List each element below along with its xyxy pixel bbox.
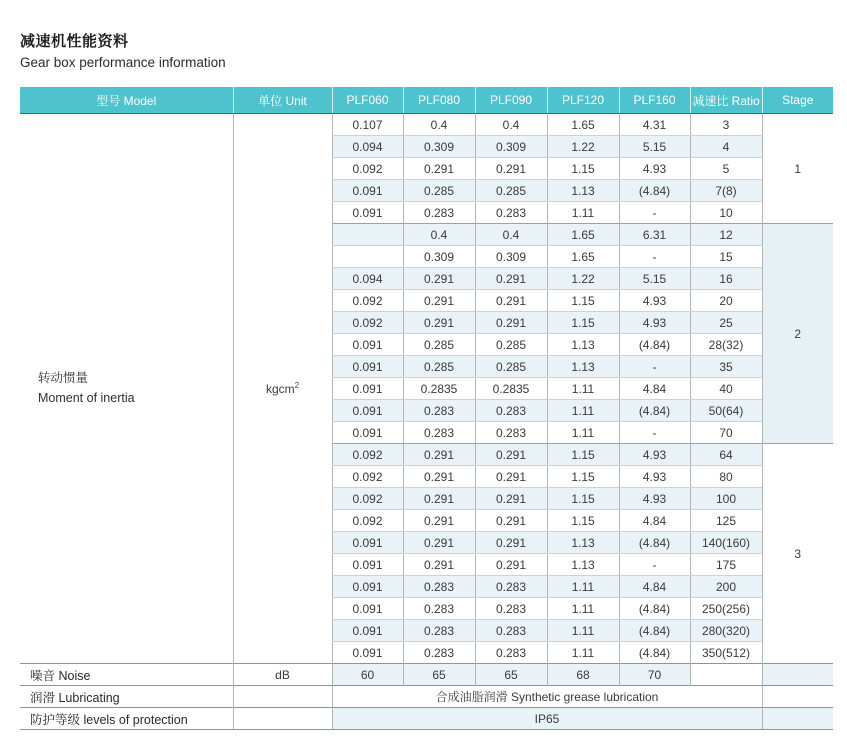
table-cell: 0.291 bbox=[403, 158, 475, 180]
table-cell: 0.285 bbox=[475, 180, 547, 202]
table-cell: 0.285 bbox=[403, 356, 475, 378]
table-cell: 100 bbox=[690, 488, 762, 510]
performance-table bbox=[20, 87, 833, 730]
table-cell bbox=[332, 224, 403, 246]
table-cell: 0.283 bbox=[403, 642, 475, 664]
table-cell: - bbox=[619, 356, 690, 378]
table-cell: 60 bbox=[332, 664, 403, 686]
table-cell: (4.84) bbox=[619, 532, 690, 554]
noise-row bbox=[20, 664, 833, 686]
table-cell: 3 bbox=[690, 114, 762, 136]
table-cell: 0.291 bbox=[403, 312, 475, 334]
table-cell: 0.291 bbox=[403, 510, 475, 532]
header-model: 型号 Model bbox=[20, 87, 233, 114]
table-cell: 1.11 bbox=[547, 400, 619, 422]
table-cell: 0.291 bbox=[403, 290, 475, 312]
table-cell: 0.291 bbox=[475, 510, 547, 532]
table-cell: 0.091 bbox=[332, 554, 403, 576]
noise-unit: dB bbox=[233, 664, 332, 686]
table-cell: 0.291 bbox=[475, 466, 547, 488]
table-cell: 0.091 bbox=[332, 642, 403, 664]
table-cell: 4.84 bbox=[619, 378, 690, 400]
table-cell: 6.31 bbox=[619, 224, 690, 246]
page-title-zh: 减速机性能资料 bbox=[20, 33, 129, 50]
table-cell: 0.092 bbox=[332, 312, 403, 334]
table-cell bbox=[332, 246, 403, 268]
table-cell: 1.22 bbox=[547, 136, 619, 158]
table-cell: 1.13 bbox=[547, 356, 619, 378]
inertia-label bbox=[20, 114, 233, 664]
table-cell: 10 bbox=[690, 202, 762, 224]
header-plf090: PLF090 bbox=[475, 87, 547, 114]
table-cell: 70 bbox=[619, 664, 690, 686]
table-cell: (4.84) bbox=[619, 180, 690, 202]
protection-value: IP65 bbox=[332, 708, 762, 730]
table-cell: 0.283 bbox=[403, 422, 475, 444]
table-cell: 1.65 bbox=[547, 114, 619, 136]
table-cell: 0.309 bbox=[475, 136, 547, 158]
table-cell: 0.309 bbox=[475, 246, 547, 268]
table-cell: 0.291 bbox=[403, 532, 475, 554]
table-cell: 0.285 bbox=[475, 334, 547, 356]
table-cell: 1.15 bbox=[547, 290, 619, 312]
table-cell: 0.2835 bbox=[403, 378, 475, 400]
footer-body bbox=[20, 664, 833, 730]
stage-cell: 3 bbox=[762, 444, 833, 664]
protection-label: 防护等级 levels of protection bbox=[20, 708, 233, 730]
table-cell: 4.93 bbox=[619, 466, 690, 488]
table-cell: 175 bbox=[690, 554, 762, 576]
table-cell: 0.291 bbox=[403, 488, 475, 510]
table-cell: 35 bbox=[690, 356, 762, 378]
table-cell: 1.11 bbox=[547, 202, 619, 224]
table-cell: 70 bbox=[690, 422, 762, 444]
table-cell: 4.84 bbox=[619, 510, 690, 532]
header-plf080: PLF080 bbox=[403, 87, 475, 114]
table-cell: 0.291 bbox=[475, 444, 547, 466]
table-cell: 0.283 bbox=[403, 576, 475, 598]
table-cell: 1.13 bbox=[547, 334, 619, 356]
inertia-label-en: Moment of inertia bbox=[38, 390, 135, 405]
inertia-body bbox=[20, 114, 833, 664]
table-cell: 1.15 bbox=[547, 466, 619, 488]
table-cell: 0.283 bbox=[475, 620, 547, 642]
table-cell: 0.283 bbox=[475, 400, 547, 422]
table-cell: 0.291 bbox=[403, 444, 475, 466]
table-cell: - bbox=[619, 202, 690, 224]
noise-label: 噪音 Noise bbox=[20, 664, 233, 686]
table-cell: 0.291 bbox=[475, 268, 547, 290]
table-cell: 1.13 bbox=[547, 532, 619, 554]
table-cell: 0.092 bbox=[332, 488, 403, 510]
table-cell: 0.283 bbox=[475, 422, 547, 444]
table-cell: 0.283 bbox=[475, 598, 547, 620]
table-cell: 0.091 bbox=[332, 532, 403, 554]
table-cell: 0.092 bbox=[332, 510, 403, 532]
table-cell: 0.283 bbox=[475, 576, 547, 598]
table-cell: 0.091 bbox=[332, 378, 403, 400]
table-cell: 0.291 bbox=[403, 554, 475, 576]
table-cell: 0.092 bbox=[332, 290, 403, 312]
table-cell: 1.11 bbox=[547, 422, 619, 444]
table-cell bbox=[233, 708, 332, 730]
table-cell bbox=[762, 708, 833, 730]
table-cell: 280(320) bbox=[690, 620, 762, 642]
table-cell: 0.285 bbox=[403, 180, 475, 202]
table-cell: 1.11 bbox=[547, 378, 619, 400]
table-cell: (4.84) bbox=[619, 620, 690, 642]
table-cell: 1.15 bbox=[547, 488, 619, 510]
table-cell: (4.84) bbox=[619, 598, 690, 620]
table-cell: 5.15 bbox=[619, 136, 690, 158]
table-cell: 4.93 bbox=[619, 158, 690, 180]
table-cell: 0.291 bbox=[475, 158, 547, 180]
table-cell: 0.283 bbox=[475, 202, 547, 224]
table-cell bbox=[762, 686, 833, 708]
table-cell: 0.092 bbox=[332, 444, 403, 466]
table-cell: 0.291 bbox=[475, 488, 547, 510]
header-plf160: PLF160 bbox=[619, 87, 690, 114]
table-cell: 0.092 bbox=[332, 158, 403, 180]
table-cell: 0.091 bbox=[332, 422, 403, 444]
table-cell: 350(512) bbox=[690, 642, 762, 664]
table-cell: (4.84) bbox=[619, 334, 690, 356]
table-row bbox=[20, 114, 833, 136]
table-cell: 4 bbox=[690, 136, 762, 158]
table-cell: 1.65 bbox=[547, 246, 619, 268]
table-cell: (4.84) bbox=[619, 642, 690, 664]
table-cell: 5 bbox=[690, 158, 762, 180]
table-cell: 1.15 bbox=[547, 444, 619, 466]
table-cell: 1.11 bbox=[547, 620, 619, 642]
table-cell: 68 bbox=[547, 664, 619, 686]
table-cell: 80 bbox=[690, 466, 762, 488]
header-ratio: 减速比 Ratio bbox=[690, 87, 762, 114]
table-cell: 0.291 bbox=[475, 554, 547, 576]
table-cell: 4.93 bbox=[619, 312, 690, 334]
table-cell: (4.84) bbox=[619, 400, 690, 422]
table-cell: 0.091 bbox=[332, 576, 403, 598]
table-cell: 200 bbox=[690, 576, 762, 598]
table-cell: 0.291 bbox=[475, 532, 547, 554]
table-cell: 0.291 bbox=[475, 290, 547, 312]
table-cell: 0.285 bbox=[475, 356, 547, 378]
table-cell: 1.13 bbox=[547, 180, 619, 202]
table-cell: 0.283 bbox=[403, 202, 475, 224]
table-cell: - bbox=[619, 422, 690, 444]
header-plf060: PLF060 bbox=[332, 87, 403, 114]
table-cell: 0.091 bbox=[332, 356, 403, 378]
lubricating-value: 合成油脂润滑 Synthetic grease lubrication bbox=[332, 686, 762, 708]
inertia-unit: kgcm$^2$ bbox=[233, 114, 332, 664]
table-cell: 0.091 bbox=[332, 400, 403, 422]
table-cell: 0.092 bbox=[332, 466, 403, 488]
table-cell: - bbox=[619, 246, 690, 268]
table-cell: 0.283 bbox=[403, 400, 475, 422]
table-cell bbox=[690, 664, 762, 686]
table-cell: 1.22 bbox=[547, 268, 619, 290]
table-cell: 0.091 bbox=[332, 598, 403, 620]
stage-cell: 1 bbox=[762, 114, 833, 224]
table-cell: 0.4 bbox=[475, 114, 547, 136]
table-cell: 65 bbox=[475, 664, 547, 686]
page-title-en: Gear box performance information bbox=[20, 55, 226, 70]
table-cell: 28(32) bbox=[690, 334, 762, 356]
table-cell: 65 bbox=[403, 664, 475, 686]
table-cell: 0.291 bbox=[403, 466, 475, 488]
table-cell: 0.2835 bbox=[475, 378, 547, 400]
table-cell: 15 bbox=[690, 246, 762, 268]
table-header bbox=[20, 87, 833, 114]
table-cell: 0.283 bbox=[403, 620, 475, 642]
table-cell: 1.15 bbox=[547, 312, 619, 334]
table-cell: 50(64) bbox=[690, 400, 762, 422]
table-cell: 0.094 bbox=[332, 268, 403, 290]
table-cell: 0.291 bbox=[403, 268, 475, 290]
table-cell: 0.285 bbox=[403, 334, 475, 356]
table-cell: 1.11 bbox=[547, 642, 619, 664]
table-cell: 4.93 bbox=[619, 290, 690, 312]
table-cell: 16 bbox=[690, 268, 762, 290]
table-cell: 12 bbox=[690, 224, 762, 246]
table-cell: 0.283 bbox=[475, 642, 547, 664]
table-cell bbox=[233, 686, 332, 708]
table-cell: 0.091 bbox=[332, 202, 403, 224]
table-cell: 0.291 bbox=[475, 312, 547, 334]
table-cell: 0.309 bbox=[403, 246, 475, 268]
table-cell: 0.107 bbox=[332, 114, 403, 136]
lubricating-label: 润滑 Lubricating bbox=[20, 686, 233, 708]
table-cell: 250(256) bbox=[690, 598, 762, 620]
table-cell: 4.93 bbox=[619, 488, 690, 510]
table-cell: 0.091 bbox=[332, 334, 403, 356]
table-cell: 4.31 bbox=[619, 114, 690, 136]
table-cell: 20 bbox=[690, 290, 762, 312]
table-cell: 125 bbox=[690, 510, 762, 532]
table-cell: 1.15 bbox=[547, 510, 619, 532]
table-cell: 0.094 bbox=[332, 136, 403, 158]
table-cell: 7(8) bbox=[690, 180, 762, 202]
header-unit: 单位 Unit bbox=[233, 87, 332, 114]
table-cell: 4.93 bbox=[619, 444, 690, 466]
stage-cell: 2 bbox=[762, 224, 833, 444]
table-cell: 0.309 bbox=[403, 136, 475, 158]
table-cell: 1.13 bbox=[547, 554, 619, 576]
table-cell: 0.4 bbox=[403, 114, 475, 136]
table-cell: - bbox=[619, 554, 690, 576]
table-cell: 0.091 bbox=[332, 620, 403, 642]
table-cell: 1.11 bbox=[547, 598, 619, 620]
table-cell: 5.15 bbox=[619, 268, 690, 290]
table-cell: 0.283 bbox=[403, 598, 475, 620]
table-cell: 0.4 bbox=[475, 224, 547, 246]
protection-row bbox=[20, 708, 833, 730]
table-cell: 40 bbox=[690, 378, 762, 400]
table-cell: 64 bbox=[690, 444, 762, 466]
lubricating-row bbox=[20, 686, 833, 708]
table-cell: 4.84 bbox=[619, 576, 690, 598]
table-cell: 0.091 bbox=[332, 180, 403, 202]
table-cell: 1.15 bbox=[547, 158, 619, 180]
table-cell bbox=[762, 664, 833, 686]
table-cell: 1.11 bbox=[547, 576, 619, 598]
table-cell: 1.65 bbox=[547, 224, 619, 246]
table-cell: 140(160) bbox=[690, 532, 762, 554]
table-cell: 0.4 bbox=[403, 224, 475, 246]
table-cell: 25 bbox=[690, 312, 762, 334]
header-stage: Stage bbox=[762, 87, 833, 114]
header-plf120: PLF120 bbox=[547, 87, 619, 114]
inertia-label-zh: 转动惯量 bbox=[38, 371, 89, 386]
